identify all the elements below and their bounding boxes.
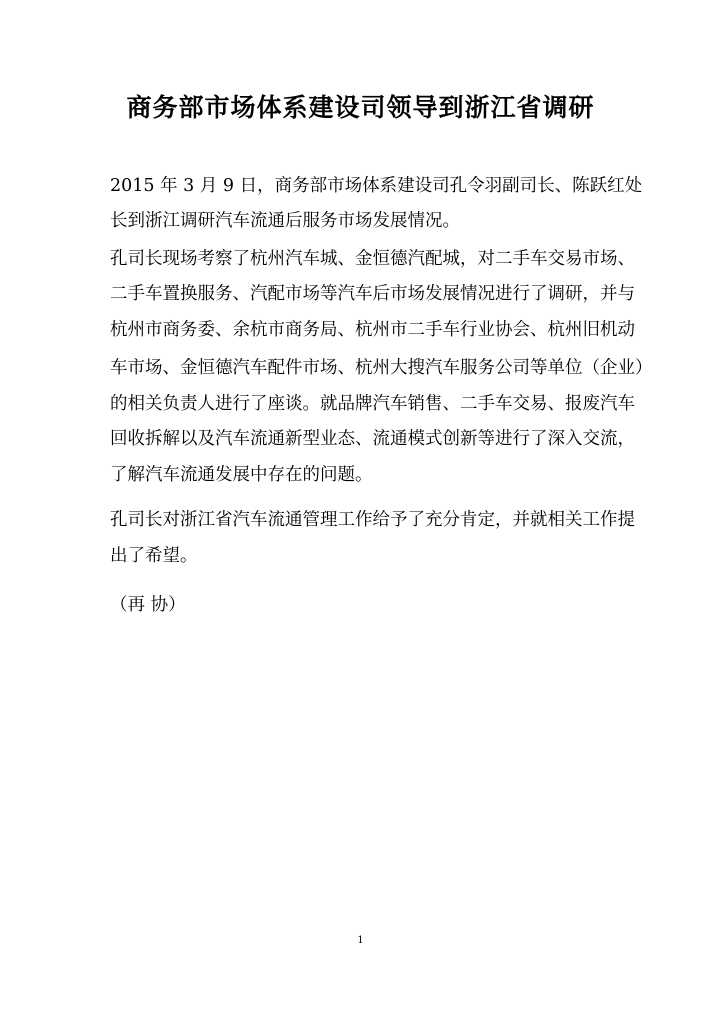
body-text-line: 杭州市商务委、余杭市商务局、杭州市二手车行业协会、杭州旧机动: [110, 320, 635, 340]
page-number: 1: [357, 935, 364, 946]
body-text-line: 出了希望。: [110, 546, 198, 566]
body-text-line: 孔司长现场考察了杭州汽车城、金恒德汽配城，对二手车交易市场、: [110, 249, 635, 269]
document-title: 商务部市场体系建设司领导到浙江省调研: [126, 93, 595, 122]
body-text-line: （再 协）: [110, 595, 186, 615]
body-text-line: 长到浙江调研汽车流通后服务市场发展情况。: [110, 211, 460, 231]
body-text-line: 回收拆解以及汽车流通新型业态、流通模式创新等进行了深入交流，: [110, 429, 635, 449]
body-text-line: 孔司长对浙江省汽车流通管理工作给予了充分肯定，并就相关工作提: [110, 510, 635, 530]
body-text-line: 了解汽车流通发展中存在的问题。: [110, 465, 373, 485]
body-text-line: 二手车置换服务、汽配市场等汽车后市场发展情况进行了调研，并与: [110, 284, 635, 304]
body-text-line: 的相关负责人进行了座谈。就品牌汽车销售、二手车交易、报废汽车: [110, 394, 635, 414]
body-text-line: 2015 年 3 月 9 日，商务部市场体系建设司孔令羽副司长、陈跃红处: [110, 176, 643, 196]
body-text-line: 车市场、金恒德汽车配件市场、杭州大搜汽车服务公司等单位（企业）: [110, 358, 653, 378]
